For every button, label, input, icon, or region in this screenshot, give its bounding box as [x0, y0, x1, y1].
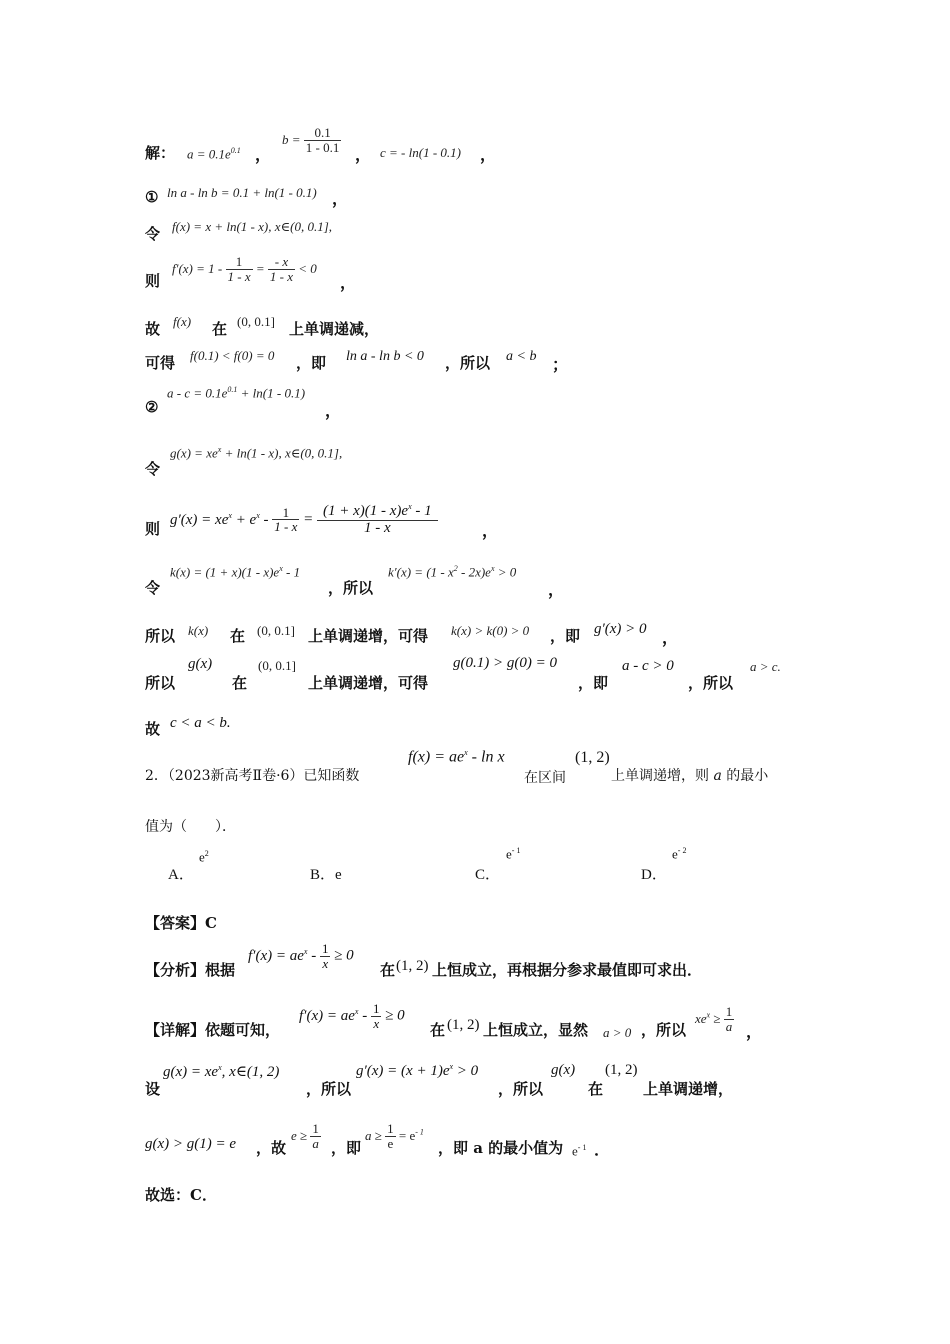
analysis-zai: 在 [380, 961, 396, 979]
suoyi-label: ，所以 [445, 354, 491, 372]
e-ge-inequality: e ≥ $\frac{1}{a}$ [291, 1121, 319, 1151]
zai-label: 在 [212, 320, 228, 338]
marker-2: ② [145, 398, 159, 416]
semicolon: ； [552, 355, 569, 374]
g-values: g(0.1) > g(0) = 0 [453, 655, 557, 671]
detail-tag: 【详解】依题可知， [145, 1021, 281, 1039]
increasing-text: 上单调递增， [643, 1080, 734, 1098]
a-minus-c: $a - c = 0.1e^{0.1} + \ln(1 - 0.1)$ [167, 385, 306, 401]
she-label: 设 [145, 1080, 161, 1098]
ji-label: ，即 [578, 674, 609, 692]
option-b[interactable]: B．e [310, 867, 342, 883]
suoyi-label: ，所以 [306, 1080, 352, 1098]
kede-label: 可得 [145, 354, 176, 372]
separator: ， [355, 145, 372, 164]
in-interval-text: 在区间 [524, 770, 566, 786]
f-derivative: f′(x) = 1 - $\frac{1}{1 - x}$ = $\frac{- x}{1 - x}$ < 0 [172, 254, 317, 284]
analysis-text: 上恒成立，再根据分参求最值即可求出． [432, 961, 703, 979]
separator: ， [340, 273, 357, 292]
suoyi-label: ，所以 [498, 1080, 544, 1098]
g-definition: $g(x) = xe^x + \ln(1 - x)$, x∈(0, 0.1], [170, 445, 343, 461]
zai-label: 在 [588, 1080, 604, 1098]
let-label: 令 [145, 225, 161, 243]
g-definition-2: $g(x) = xe^x$, x∈(1, 2) [163, 1063, 280, 1080]
g-prime-positive: g′(x) > 0 [594, 621, 647, 637]
g-inequality: g(x) > g(1) = e [145, 1136, 237, 1152]
f-definition: f(x) = x + ln(1 - x), x∈(0, 0.1], [172, 219, 333, 234]
k-derivative: $k'(x) = (1 - x^2 - 2x)e^x > 0$ [388, 564, 517, 580]
question-line-2: 值为（ ）． [145, 819, 236, 835]
a-minus-c-positive: a - c > 0 [622, 658, 674, 674]
separator: ， [482, 521, 499, 540]
separator: ， [662, 628, 679, 647]
interval: (0, 0.1] [258, 658, 296, 673]
analysis-tag: 【分析】根据 [145, 961, 236, 979]
separator: ， [325, 401, 342, 420]
analysis-interval: (1, 2) [396, 958, 429, 974]
suoyi-label: ，所以 [688, 674, 734, 692]
period: ． [594, 1140, 611, 1159]
solution-label: 解： [145, 144, 176, 162]
ji-label: ，即 [550, 627, 581, 645]
suoyi-label: 所以 [145, 627, 176, 645]
k-values: k(x) > k(0) > 0 [451, 623, 530, 638]
question-2-header: 2．（2023新高考Ⅱ卷·6）已知函数 [145, 768, 360, 784]
detail-text: 上恒成立，显然 [483, 1021, 589, 1039]
a-positive: a > 0 [603, 1025, 632, 1040]
question-interval: (1, 2) [575, 749, 610, 766]
g-derivative-2: $g'(x) = (x + 1)e^x > 0$ [356, 1062, 479, 1079]
detail-zai: 在 [430, 1021, 446, 1039]
final-order: c < a < b. [170, 715, 231, 731]
suoyi-label: 所以 [145, 674, 176, 692]
a-lt-b: a < b [506, 349, 537, 364]
f-function: f(x) [173, 314, 192, 329]
b-definition: b = $\frac{0.1}{1 - 0.1}$ [282, 125, 340, 155]
increasing-text: 上单调递增，可得 [308, 627, 429, 645]
option-d[interactable]: D． $e^{- 2}$ [641, 846, 687, 883]
f-values: f(0.1) < f(0) = 0 [190, 348, 275, 363]
min-value: $e^{- 1}$ [572, 1143, 587, 1159]
zai-label: 在 [232, 674, 248, 692]
answer-tag: 【答案】C [145, 914, 217, 932]
g-derivative: $g'(x) = xe^x + e^x$ - $\frac{1}{1 - x}$ = $\frac{(1 + x)(1 - x)e^x - 1}{1 - x}$ [170, 503, 438, 537]
separator: ， [255, 145, 272, 164]
so-label: ，所以 [328, 579, 374, 597]
separator: ， [332, 189, 349, 208]
g-function-2: g(x) [551, 1062, 576, 1078]
a-definition: $a = 0.1e^{0.1}$ [187, 146, 241, 162]
separator: ， [480, 145, 497, 164]
interval: (0, 0.1] [257, 623, 295, 638]
zai-label: 在 [230, 627, 246, 645]
k-function: k(x) [188, 623, 209, 638]
k-definition: $k(x) = (1 + x)(1 - x)e^x - 1$ [170, 564, 301, 580]
option-c[interactable]: C． $e^{- 1}$ [475, 846, 521, 883]
ji-label: ，即 [296, 354, 327, 372]
conclusion: 故选：C． [145, 1186, 217, 1204]
question-function: $f(x) = ae^x - \ln x$ [408, 748, 505, 766]
increasing-text: 上单调递增，可得 [308, 674, 429, 692]
option-a[interactable]: A． $e^2$ [168, 849, 209, 883]
gu-label: 故 [145, 720, 161, 738]
ln-inequality: ln a - ln b < 0 [346, 349, 424, 364]
then-label: 则 [145, 520, 161, 538]
c-definition: c = - ln(1 - 0.1) [380, 145, 461, 160]
ji-label: ，即 [331, 1139, 362, 1157]
separator: ， [548, 580, 565, 599]
gu-label: 故 [145, 320, 161, 338]
question-tail: 上单调递增，则 a 的最小 [611, 768, 769, 784]
min-text: ，即 a 的最小值为 [438, 1139, 564, 1157]
decreasing-text: 上单调递减， [289, 320, 380, 338]
marker-1: ① [145, 188, 159, 206]
then-label: 则 [145, 272, 161, 290]
interval: (0, 0.1] [237, 314, 275, 329]
detail-interval: (1, 2) [447, 1017, 480, 1033]
let-label: 令 [145, 460, 161, 478]
detail-interval-2: (1, 2) [605, 1062, 638, 1078]
comma: ， [746, 1022, 763, 1041]
xe-inequality: $xe^x$ ≥ $\frac{1}{a}$ [695, 1004, 733, 1034]
let-label: 令 [145, 579, 161, 597]
analysis-expression: $f'(x) = ae^x$ - $\frac{1}{x}$ ≥ 0 [248, 941, 354, 971]
a-gt-c: a > c. [750, 659, 781, 674]
g-function: g(x) [188, 656, 213, 672]
suoyi-label: ，所以 [641, 1021, 687, 1039]
detail-expression: $f'(x) = ae^x$ - $\frac{1}{x}$ ≥ 0 [299, 1001, 405, 1031]
gu-label: ，故 [256, 1139, 287, 1157]
a-ge-inequality: a ≥ $\frac{1}{e}$ = $e^{- 1}$ [365, 1121, 424, 1151]
ln-difference: ln a - ln b = 0.1 + ln(1 - 0.1) [167, 185, 317, 200]
